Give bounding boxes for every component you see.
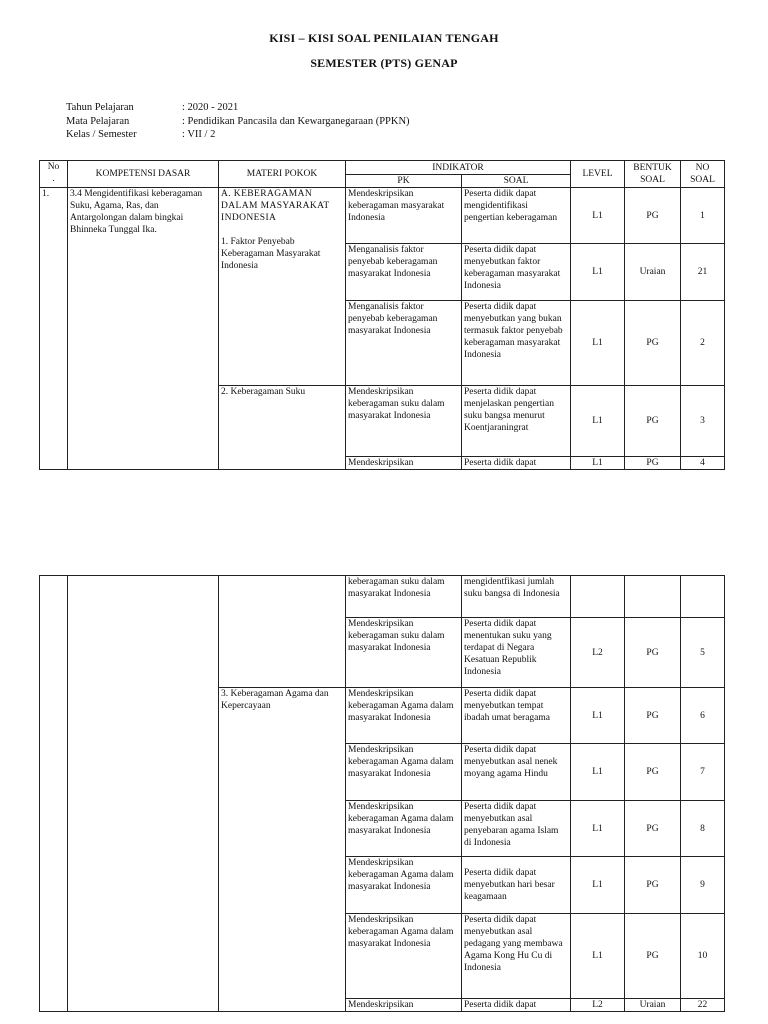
cell-no [40, 576, 68, 1012]
cell-no-soal: 9 [681, 857, 725, 914]
document-title-line2: SEMESTER (PTS) GENAP [310, 56, 458, 70]
cell-no-soal: 4 [681, 457, 725, 470]
cell-bentuk: PG [625, 914, 681, 999]
cell-bentuk: PG [625, 386, 681, 457]
header-kompetensi-dasar: KOMPETENSI DASAR [68, 161, 219, 188]
cell-soal: Peserta didik dapat menyebutkan asal nenek moyang agama Hindu [462, 744, 571, 801]
document-title-line1: KISI – KISI SOAL PENILAIAN TENGAH [269, 31, 499, 45]
cell-pk: Mendeskripsikan keberagaman Agama dalam masyarakat Indonesia [346, 744, 462, 801]
header-no-soal: NO SOAL [681, 161, 725, 188]
meta-value: : Pendidikan Pancasila dan Kewarganegaraan (PPKN) [182, 115, 410, 127]
cell-bentuk: Uraian [625, 999, 681, 1012]
kisi-table-page2 [39, 575, 725, 1012]
cell-soal: Peserta didik dapat mengidentifikasi pengertian keberagaman [462, 188, 571, 244]
cell-level: L1 [571, 688, 625, 744]
cell-level: L1 [571, 857, 625, 914]
cell-no-soal: 5 [681, 618, 725, 688]
meta-row [66, 128, 410, 142]
cell-pk: Mendeskripsikan keberagaman suku dalam masyarakat Indonesia [346, 618, 462, 688]
cell-bentuk: PG [625, 301, 681, 386]
cell-bentuk: PG [625, 457, 681, 470]
cell-kompetensi-dasar: 3.4 Mengidentifikasi keberagaman Suku, Agama, Ras, dan Antargolongan dalam bingkai Bhinneka Tunggal Ika. [68, 188, 219, 470]
cell-pk: Mendeskripsikan keberagaman Agama dalam masyarakat Indonesia [346, 914, 462, 999]
cell-level: L1 [571, 244, 625, 301]
cell-level: L2 [571, 999, 625, 1012]
cell-bentuk [625, 576, 681, 618]
header-pk: PK [346, 175, 462, 188]
cell-no-soal: 3 [681, 386, 725, 457]
cell-pk: Mendeskripsikan keberagaman suku dalam masyarakat Indonesia [346, 386, 462, 457]
cell-soal: Peserta didik dapat menentukan suku yang terdapat di Negara Kesatuan Republik Indonesia [462, 618, 571, 688]
cell-soal: mengidentfikasi jumlah suku bangsa di Indonesia [462, 576, 571, 618]
meta-value: : VII / 2 [182, 129, 216, 140]
cell-materi-pokok [219, 188, 346, 386]
meta-row [66, 115, 410, 129]
cell-soal: Peserta didik dapat menjelaskan pengertian suku bangsa menurut Koentjaraningrat [462, 386, 571, 457]
cell-pk: Menganalisis faktor penyebab keberagaman masyarakat Indonesia [346, 301, 462, 386]
header-materi-pokok: MATERI POKOK [219, 161, 346, 188]
materi-a: A. KEBERAGAMAN DALAM MASYARAKAT INDONESIA [221, 189, 330, 223]
cell-no-soal: 22 [681, 999, 725, 1012]
cell-level: L1 [571, 386, 625, 457]
meta-key: Tahun Pelajaran [66, 102, 134, 113]
cell-no-soal [681, 576, 725, 618]
cell-no-soal: 10 [681, 914, 725, 999]
cell-no-soal: 2 [681, 301, 725, 386]
cell-soal: Peserta didik dapat menyebutkan asal pedagang yang membawa Agama Kong Hu Cu di Indonesia [462, 914, 571, 999]
cell-level: L1 [571, 744, 625, 801]
cell-pk: keberagaman suku dalam masyarakat Indonesia [346, 576, 462, 618]
cell-bentuk: PG [625, 801, 681, 857]
cell-pk: Menganalisis faktor penyebab keberagaman masyarakat Indonesia [346, 244, 462, 301]
document-meta [66, 101, 410, 142]
cell-level: L1 [571, 457, 625, 470]
cell-bentuk: PG [625, 857, 681, 914]
cell-pk: Mendeskripsikan keberagaman masyarakat Indonesia [346, 188, 462, 244]
cell-no-soal: 1 [681, 188, 725, 244]
cell-bentuk: PG [625, 618, 681, 688]
cell-bentuk: PG [625, 688, 681, 744]
header-level: LEVEL [571, 161, 625, 188]
cell-no-soal: 6 [681, 688, 725, 744]
cell-level: L1 [571, 188, 625, 244]
header-bentuk-soal: BENTUK SOAL [625, 161, 681, 188]
meta-row [66, 101, 410, 115]
cell-pk: Mendeskripsikan keberagaman Agama dalam masyarakat Indonesia [346, 688, 462, 744]
meta-key: Mata Pelajaran [66, 115, 130, 127]
cell-soal: Peserta didik dapat menyebutkan hari besar keagamaan [462, 857, 571, 914]
cell-soal: Peserta didik dapat menyebutkan yang bukan termasuk faktor penyebab keberagaman masyarakat Indonesia [462, 301, 571, 386]
cell-no: 1. [40, 188, 68, 470]
header-soal: SOAL [462, 175, 571, 188]
cell-soal: Peserta didik dapat [462, 999, 571, 1012]
cell-pk: Mendeskripsikan keberagaman Agama dalam masyarakat Indonesia [346, 857, 462, 914]
table-row [40, 188, 725, 244]
materi-1: 1. Faktor Penyebab Keberagaman Masyarakat Indonesia [221, 237, 321, 271]
cell-level: L1 [571, 301, 625, 386]
cell-soal: Peserta didik dapat menyebutkan asal penyebaran agama Islam di Indonesia [462, 801, 571, 857]
cell-soal: Peserta didik dapat [462, 457, 571, 470]
cell-level [571, 576, 625, 618]
cell-materi-pokok: 3. Keberagaman Agama dan Kepercayaan [219, 688, 346, 1012]
kisi-table-page1 [39, 160, 725, 470]
cell-kompetensi-dasar [68, 576, 219, 1012]
cell-materi-pokok: 2. Keberagaman Suku [219, 386, 346, 470]
cell-soal: Peserta didik dapat menyebutkan tempat ibadah umat beragama [462, 688, 571, 744]
cell-soal: Peserta didik dapat menyebutkan faktor keberagaman masyarakat Indonesia [462, 244, 571, 301]
cell-level: L1 [571, 801, 625, 857]
cell-pk: Mendeskripsikan [346, 999, 462, 1012]
cell-level: L2 [571, 618, 625, 688]
cell-no-soal: 7 [681, 744, 725, 801]
header-indikator: INDIKATOR [346, 161, 571, 175]
cell-no-soal: 21 [681, 244, 725, 301]
table-row [40, 576, 725, 618]
cell-pk: Mendeskripsikan keberagaman Agama dalam masyarakat Indonesia [346, 801, 462, 857]
cell-no-soal: 8 [681, 801, 725, 857]
meta-key: Kelas / Semester [66, 129, 137, 140]
header-no: No . [40, 161, 68, 188]
cell-materi-pokok [219, 576, 346, 688]
cell-bentuk: PG [625, 744, 681, 801]
cell-bentuk: PG [625, 188, 681, 244]
cell-bentuk: Uraian [625, 244, 681, 301]
cell-level: L1 [571, 914, 625, 999]
cell-pk: Mendeskripsikan [346, 457, 462, 470]
meta-value: : 2020 - 2021 [182, 102, 239, 113]
